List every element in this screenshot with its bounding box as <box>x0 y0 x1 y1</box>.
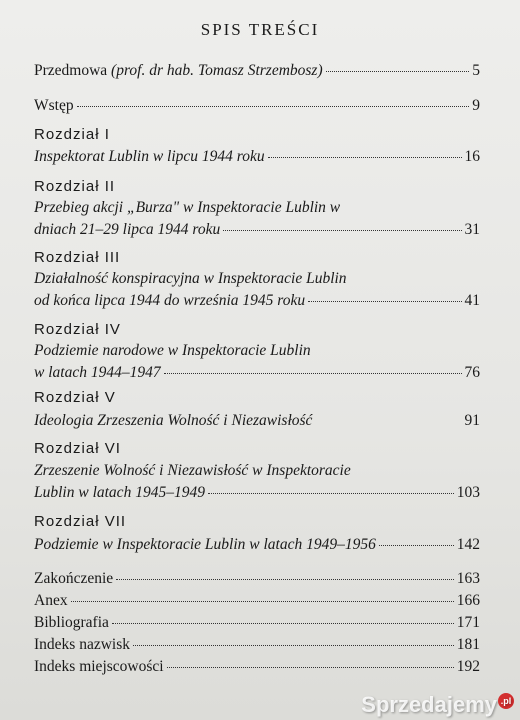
entry-label-line1: Podziemie narodowe w Inspektoracie Lublin <box>34 342 311 359</box>
chapter-heading-4: Rozdział IV <box>34 321 121 338</box>
chapter-heading-1: Rozdział I <box>34 126 110 143</box>
toc-entry-indeks-nazwisk <box>34 636 480 654</box>
page-number: 181 <box>456 636 480 653</box>
toc-entry-r4 <box>34 364 480 382</box>
page-number: 166 <box>456 592 480 609</box>
dot-leader <box>164 373 462 374</box>
dot-leader <box>308 301 461 302</box>
toc-entry-r1 <box>34 148 480 166</box>
toc-entry-r7 <box>34 536 480 554</box>
page-number: 171 <box>456 614 480 631</box>
page-number: 103 <box>456 484 480 501</box>
page-number: 41 <box>464 292 480 309</box>
chapter-heading-6: Rozdział VI <box>34 440 121 457</box>
entry-label: Indeks nazwisk <box>34 636 130 653</box>
toc-entry-r2 <box>34 221 480 239</box>
entry-label-line2: od końca lipca 1944 do września 1945 roku <box>34 292 306 309</box>
page-number: 9 <box>472 97 480 114</box>
dot-leader <box>133 645 454 646</box>
dot-leader <box>326 71 470 72</box>
toc-entry-bibliografia <box>34 614 480 632</box>
dot-leader <box>379 545 454 546</box>
toc-entry-r5 <box>34 412 480 430</box>
page-number: 76 <box>464 364 480 381</box>
page-title: SPIS TREŚCI <box>200 20 320 39</box>
entry-label-line2: Lublin w latach 1945–1949 <box>34 484 205 501</box>
toc-entry-r3 <box>34 292 480 310</box>
entry-label-italic: (prof. dr hab. Tomasz Strzembosz) <box>111 62 323 79</box>
dot-leader <box>112 623 454 624</box>
entry-label: Zakończenie <box>34 570 114 587</box>
entry-label: Indeks miejscowości <box>34 658 164 675</box>
page-number: 16 <box>464 148 480 165</box>
entry-label-line1: Przebieg akcji „Burza" w Inspektoracie Lublin w <box>34 199 341 216</box>
toc-entry-r6 <box>34 484 480 502</box>
chapter-heading-5: Rozdział V <box>34 389 116 406</box>
page-number: 5 <box>472 62 480 79</box>
toc-entry-anex <box>34 592 480 610</box>
dot-leader <box>223 230 461 231</box>
watermark-logo: Sprzedajemy .pl <box>361 692 514 718</box>
entry-label: Inspektorat Lublin w lipcu 1944 roku <box>34 148 265 165</box>
entry-label: Przedmowa <box>34 62 112 79</box>
chapter-heading-2: Rozdział II <box>34 178 116 195</box>
page-number: 142 <box>456 536 480 553</box>
entry-label: Anex <box>34 592 68 609</box>
toc-entry-zakonczenie <box>34 570 480 588</box>
toc-entry-indeks-miejscowosci <box>34 658 480 676</box>
page-number: 163 <box>456 570 480 587</box>
dot-leader <box>268 157 462 158</box>
dot-leader <box>116 579 454 580</box>
entry-label-line1: Zrzeszenie Wolność i Niezawisłość w Inspektoracie <box>34 462 351 479</box>
toc-entry-przedmowa <box>34 62 480 80</box>
entry-label: Ideologia Zrzeszenia Wolność i Niezawisłość <box>34 412 313 429</box>
entry-label: Podziemie w Inspektoracie Lublin w latach 1949–1956 <box>34 536 376 553</box>
entry-label-line2: w latach 1944–1947 <box>34 364 161 381</box>
page-number: 31 <box>464 221 480 238</box>
entry-label-line2: dniach 21–29 lipca 1944 roku <box>34 221 221 238</box>
entry-label: Wstęp <box>34 97 74 114</box>
page-number: 91 <box>464 412 480 429</box>
chapter-heading-7: Rozdział VII <box>34 513 127 530</box>
entry-label: Bibliografia <box>34 614 109 631</box>
entry-label-line1: Działalność konspiracyjna w Inspektoracie Lublin <box>34 270 347 287</box>
dot-leader <box>71 601 454 602</box>
page-number: 192 <box>456 658 480 675</box>
dot-leader <box>77 106 470 107</box>
chapter-heading-3: Rozdział III <box>34 249 121 266</box>
dot-leader <box>167 667 454 668</box>
dot-leader <box>208 493 454 494</box>
toc-entry-wstep <box>34 97 480 115</box>
